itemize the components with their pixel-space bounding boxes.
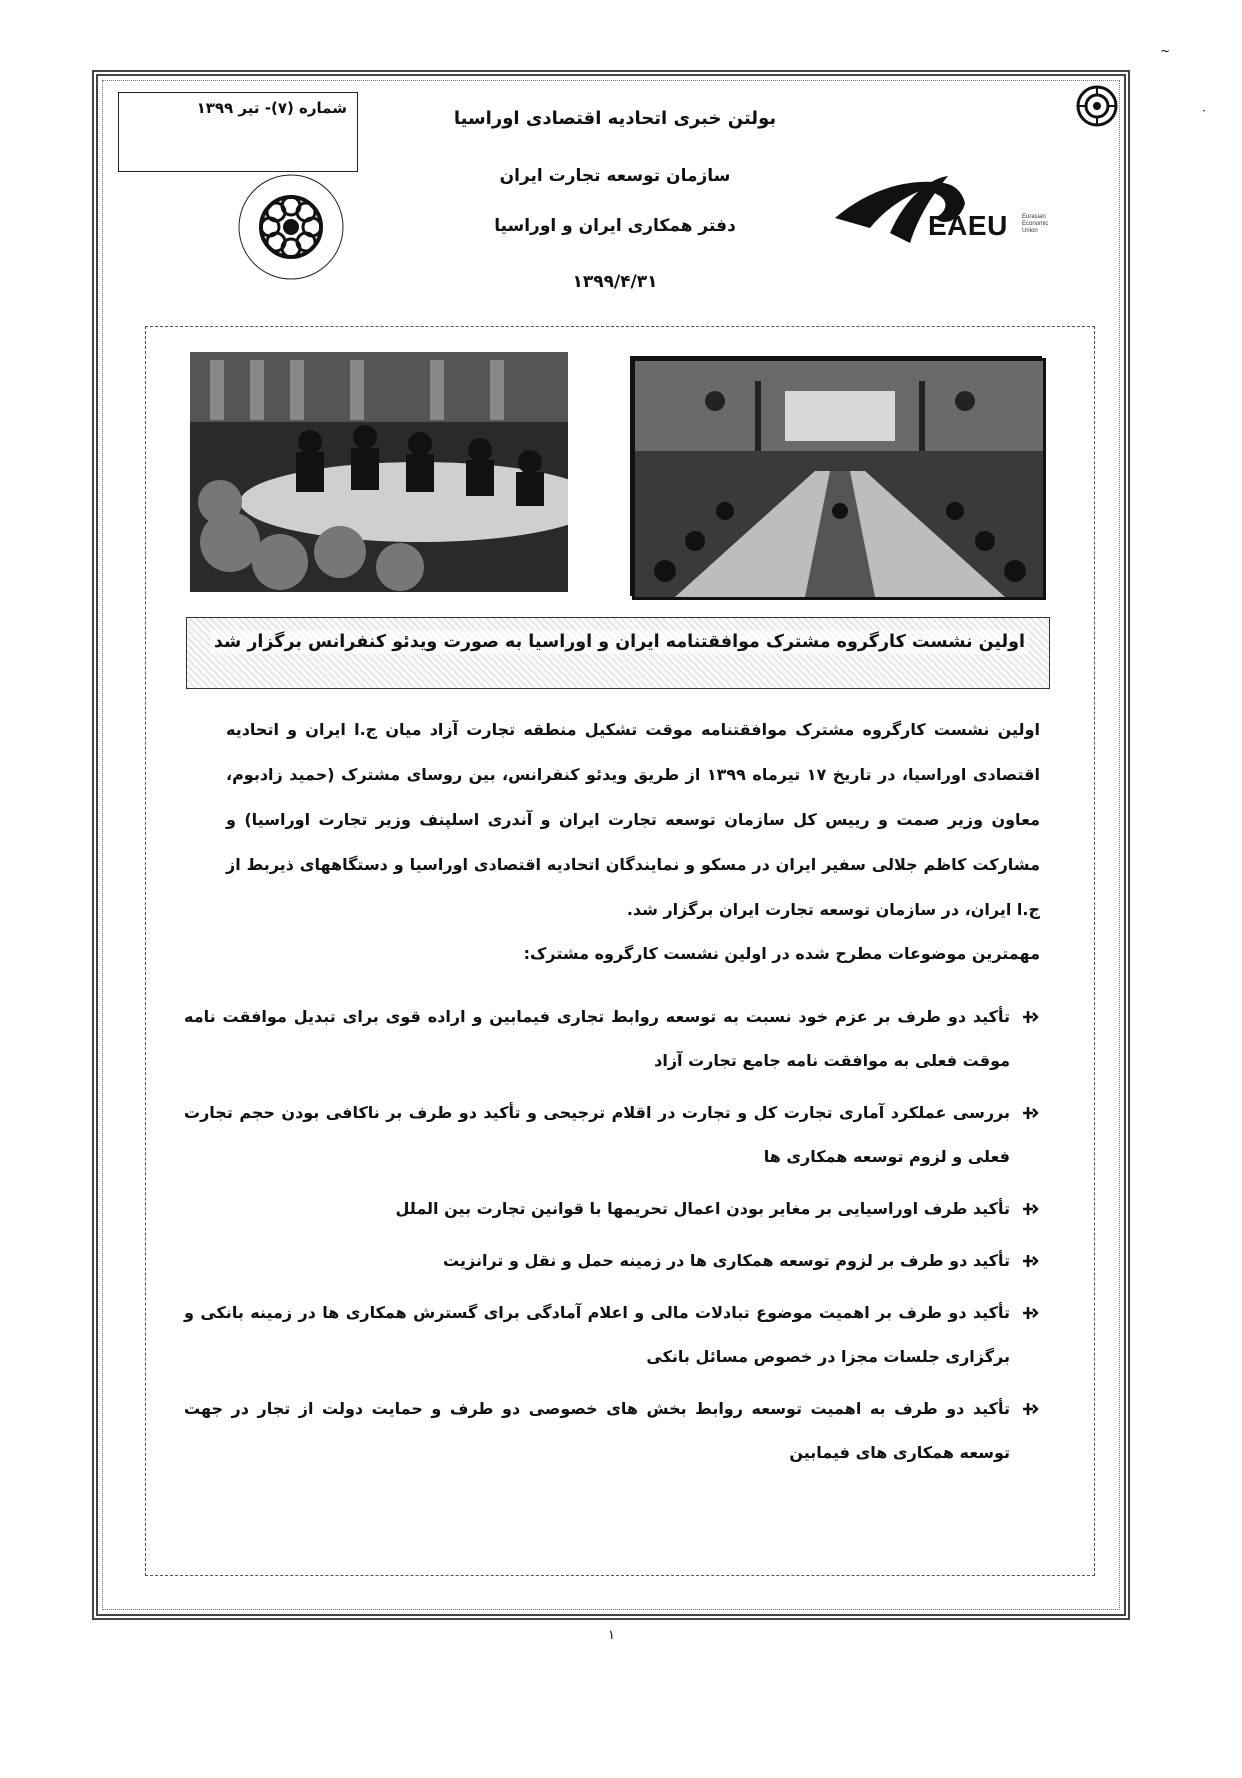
bullet-icon: [1020, 1251, 1040, 1271]
topics-heading: مهمترین موضوعات مطرح شده در اولین نشست کارگروه مشترک:: [523, 944, 1040, 963]
tpo-logo-icon: [232, 168, 350, 286]
bullet-icon: [1020, 1103, 1040, 1123]
news-caption-banner: [186, 617, 1050, 689]
bulletin-date: ۱۳۹۹/۴/۳۱: [572, 272, 658, 292]
list-item: تأکید دو طرف بر اهمیت موضوع تبادلات مالی و اعلام آمادگی برای گسترش همکاری ها در زمینه بانکی و برگزاری جلسات مجزا در خصوص مسائل بانکی: [184, 1291, 1010, 1379]
bullet-icon: [1020, 1303, 1040, 1323]
organization-name: سازمان توسعه تجارت ایران: [499, 166, 731, 186]
issue-number-box: [118, 92, 358, 172]
office-name: دفتر همکاری ایران و اوراسیا: [494, 216, 736, 236]
bullet-icon: [1020, 1007, 1040, 1027]
emblem-icon: [1075, 84, 1119, 128]
list-item: تأکید دو طرف به اهمیت توسعه روابط بخش های خصوصی دو طرف و حمایت دولت از تجار در جهت توسعه همکاری های فیمابین: [184, 1387, 1010, 1475]
list-item: تأکید دو طرف بر لزوم توسعه همکاری ها در زمینه حمل و نقل و ترانزیت: [184, 1239, 1010, 1283]
eaeu-logo-text: EAEU: [928, 210, 1008, 241]
scan-dot: ·: [1202, 104, 1206, 118]
news-body-paragraph: اولین نشست کارگروه مشترک موافقتنامه موقت تشکیل منطقه تجارت آزاد میان ج.ا ایران و اتحادیه اقتصادی اوراسیا، در تاریخ ۱۷ تیرماه ۱۳۹۹ از طریق ویدئو کنفرانس، بین روسای مشترک (حمید زادبوم، معاون وزیر صمت و رییس کل سازمان توسعه تجارت ایران و آندری اسلپنف وزیر تجارت اوراسیا) و مشارکت کاظم جلالی سفیر ایران در مسکو و نمایندگان اتحادیه اقتصادی اوراسیا و دستگاههای ذیربط از ج.ا ایران، در سازمان توسعه تجارت ایران برگزار شد.: [226, 720, 1041, 919]
scan-mark: ~: [1160, 44, 1171, 58]
topics-list: [184, 995, 1010, 1483]
page-number: ۱: [608, 1628, 615, 1643]
bullet-icon: [1020, 1399, 1040, 1419]
news-caption: اولین نشست کارگروه مشترک موافقتنامه ایران و اوراسیا به صورت ویدئو کنفرانس برگزار شد: [210, 630, 1029, 654]
list-item: تأکید طرف اوراسیایی بر مغایر بودن اعمال تحریمها با قوانین تجارت بین الملل: [184, 1187, 1010, 1231]
meeting-photo-right: [632, 358, 1046, 600]
issue-number: شماره (۷)- تیر ۱۳۹۹: [196, 99, 347, 117]
eaeu-subtext: Eurasian Economic Union: [1022, 214, 1049, 234]
bullet-icon: [1020, 1199, 1040, 1219]
list-item: بررسی عملکرد آماری تجارت کل و تجارت در اقلام ترجیحی و تأکید دو طرف بر ناکافی بودن حجم تجارت فعلی و لزوم توسعه همکاری ها: [184, 1091, 1010, 1179]
meeting-photo-left: [190, 352, 568, 592]
list-item: تأکید دو طرف بر عزم خود نسبت به توسعه روابط تجاری فیمابین و اراده قوی برای تبدیل موافقت نامه موقت فعلی به موافقت نامه جامع تجارت آزاد: [184, 995, 1010, 1083]
bulletin-title: بولتن خبری اتحادیه اقتصادی اوراسیا: [453, 108, 777, 129]
